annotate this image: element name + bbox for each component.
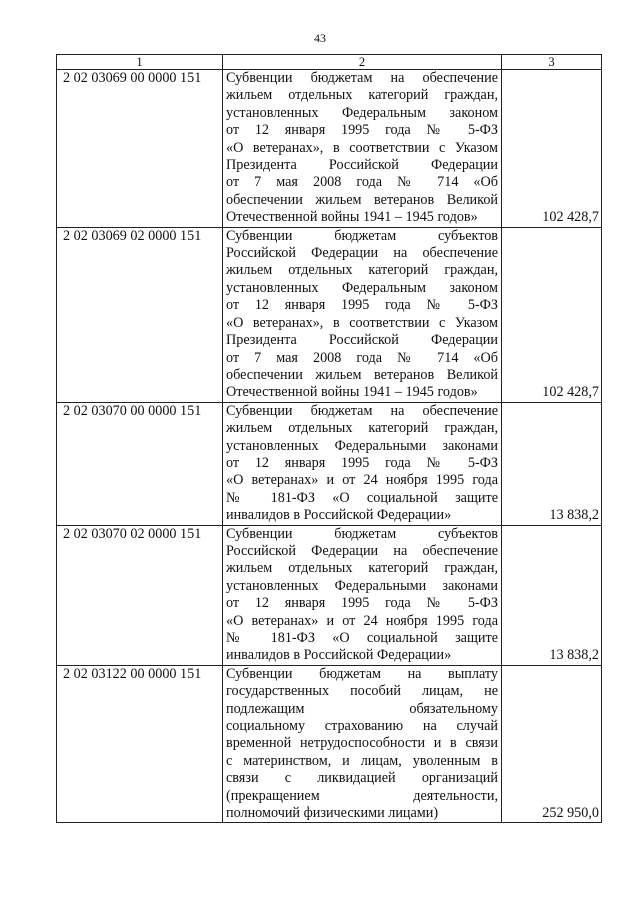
description-line: Российской Федерации на обеспечение bbox=[226, 245, 498, 262]
amount-cell: 102 428,7 bbox=[502, 227, 602, 402]
description-line: связи с ликвидацией организаций bbox=[226, 770, 498, 787]
description-line: Российской Федерации на обеспечение bbox=[226, 542, 498, 559]
description-line: Отечественной войны 1941 – 1945 годов» bbox=[226, 384, 478, 401]
description-line: Субвенции бюджетам субъектов bbox=[226, 525, 498, 542]
description-line: Субвенции бюджетам субъектов bbox=[226, 227, 498, 244]
description-line: обеспечении жильем ветеранов Великой bbox=[226, 366, 498, 383]
description-line: от 12 января 1995 года № 5-ФЗ bbox=[226, 454, 498, 471]
amount-cell: 13 838,2 bbox=[502, 525, 602, 665]
amount-cell: 252 950,0 bbox=[502, 665, 602, 823]
description-line: установленных Федеральным законом bbox=[226, 279, 498, 296]
description-line: с материнством, и лицам, уволенным в bbox=[226, 752, 498, 769]
description-line: установленных Федеральными законами bbox=[226, 577, 498, 594]
table-row bbox=[57, 665, 602, 823]
description-cell bbox=[223, 70, 502, 228]
table-row bbox=[57, 70, 602, 228]
description-line: «О ветеранах» и от 24 ноября 1995 года bbox=[226, 472, 498, 489]
description-line: временной нетрудоспособности и в связи bbox=[226, 735, 498, 752]
description-line: № 181-ФЗ «О социальной защите bbox=[226, 489, 498, 506]
budget-code-cell: 2 02 03069 02 0000 151 bbox=[57, 227, 223, 402]
description-line: Субвенции бюджетам на обеспечение bbox=[226, 70, 498, 86]
table-row bbox=[57, 227, 602, 402]
description-line: от 7 мая 2008 года № 714 «Об bbox=[226, 174, 498, 191]
budget-code-cell: 2 02 03070 00 0000 151 bbox=[57, 402, 223, 525]
description-line: жильем отдельных категорий граждан, bbox=[226, 87, 498, 104]
description-line: от 12 января 1995 года № 5-ФЗ bbox=[226, 595, 498, 612]
table-row bbox=[57, 402, 602, 525]
description-line: обеспечении жильем ветеранов Великой bbox=[226, 191, 498, 208]
description-line: государственных пособий лицам, не bbox=[226, 683, 498, 700]
description-line: (прекращением деятельности, bbox=[226, 787, 498, 804]
amount-cell: 102 428,7 bbox=[502, 70, 602, 228]
column-header: 2 bbox=[223, 55, 502, 70]
description-line: Субвенции бюджетам на выплату bbox=[226, 665, 498, 682]
description-line: жильем отдельных категорий граждан, bbox=[226, 560, 498, 577]
budget-code-cell: 2 02 03069 00 0000 151 bbox=[57, 70, 223, 228]
description-cell bbox=[223, 665, 502, 823]
budget-table bbox=[56, 54, 602, 823]
page-number: 43 bbox=[314, 31, 326, 45]
description-line: жильем отдельных категорий граждан, bbox=[226, 262, 498, 279]
description-cell bbox=[223, 402, 502, 525]
description-line: подлежащим обязательному bbox=[226, 700, 498, 717]
description-line: от 7 мая 2008 года № 714 «Об bbox=[226, 349, 498, 366]
amount-cell: 13 838,2 bbox=[502, 402, 602, 525]
description-line: установленных Федеральными законами bbox=[226, 437, 498, 454]
description-line: «О ветеранах», в соответствии с Указом bbox=[226, 139, 498, 156]
description-line: от 12 января 1995 года № 5-ФЗ bbox=[226, 297, 498, 314]
description-line: инвалидов в Российской Федерации» bbox=[226, 507, 452, 524]
column-header: 3 bbox=[502, 55, 602, 70]
table-header-row bbox=[57, 55, 602, 70]
table-row bbox=[57, 525, 602, 665]
description-line: социальному страхованию на случай bbox=[226, 718, 498, 735]
budget-code-cell: 2 02 03070 02 0000 151 bbox=[57, 525, 223, 665]
description-line: «О ветеранах», в соответствии с Указом bbox=[226, 314, 498, 331]
description-line: жильем отдельных категорий граждан, bbox=[226, 420, 498, 437]
description-line: от 12 января 1995 года № 5-ФЗ bbox=[226, 122, 498, 139]
description-cell bbox=[223, 227, 502, 402]
description-line: Отечественной войны 1941 – 1945 годов» bbox=[226, 209, 478, 226]
description-line: Президента Российской Федерации bbox=[226, 157, 498, 174]
description-cell bbox=[223, 525, 502, 665]
description-line: «О ветеранах» и от 24 ноября 1995 года bbox=[226, 612, 498, 629]
description-line: полномочий физическими лицами) bbox=[226, 805, 439, 822]
description-line: установленных Федеральным законом bbox=[226, 104, 498, 121]
description-line: инвалидов в Российской Федерации» bbox=[226, 647, 452, 664]
description-line: № 181-ФЗ «О социальной защите bbox=[226, 630, 498, 646]
column-header: 1 bbox=[57, 55, 223, 70]
description-line: Президента Российской Федерации bbox=[226, 332, 498, 349]
description-line: Субвенции бюджетам на обеспечение bbox=[226, 402, 498, 419]
budget-code-cell: 2 02 03122 00 0000 151 bbox=[57, 665, 223, 823]
